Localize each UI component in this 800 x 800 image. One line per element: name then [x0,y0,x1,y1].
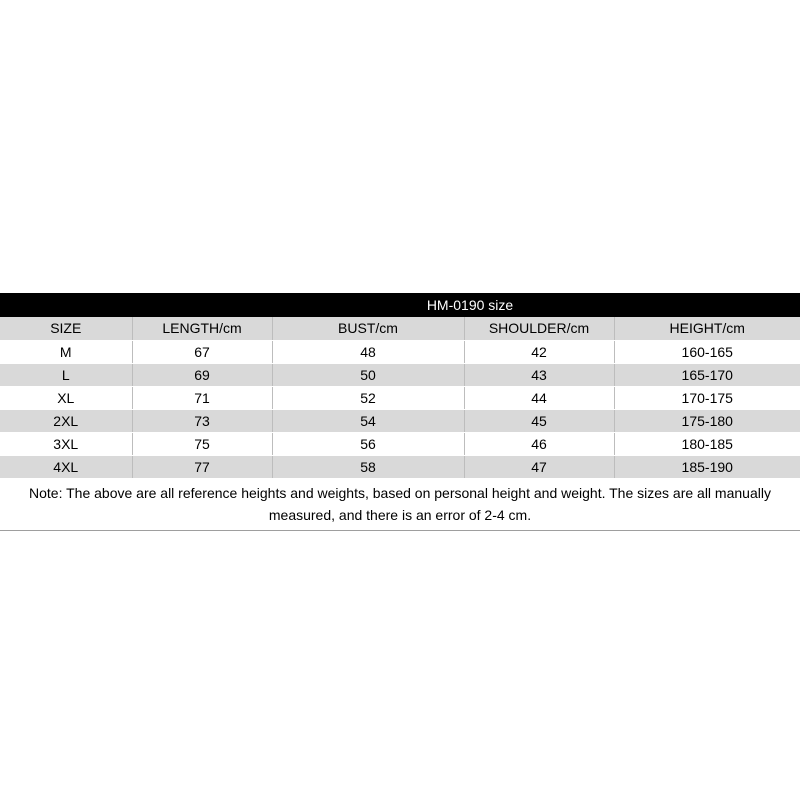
cell-height: 185-190 [614,455,800,478]
cell-shoulder: 47 [464,455,614,478]
cell-size: L [0,363,132,386]
cell-length: 73 [132,409,272,432]
cell-height: 160-165 [614,340,800,363]
cell-bust: 50 [272,363,464,386]
size-chart [0,293,800,531]
cell-size: 4XL [0,455,132,478]
cell-bust: 52 [272,386,464,409]
cell-bust: 54 [272,409,464,432]
size-table [0,317,800,479]
table-row [0,455,800,478]
cell-height: 165-170 [614,363,800,386]
table-header-row [0,317,800,340]
table-row [0,340,800,363]
column-header-shoulder: SHOULDER/cm [464,317,614,340]
cell-shoulder: 45 [464,409,614,432]
cell-bust: 48 [272,340,464,363]
cell-bust: 56 [272,432,464,455]
cell-size: 2XL [0,409,132,432]
table-row [0,432,800,455]
cell-bust: 58 [272,455,464,478]
cell-length: 75 [132,432,272,455]
column-header-bust: BUST/cm [272,317,464,340]
chart-title: HM-0190 size [0,293,800,317]
cell-height: 180-185 [614,432,800,455]
column-header-height: HEIGHT/cm [614,317,800,340]
table-row [0,409,800,432]
cell-size: XL [0,386,132,409]
cell-height: 175-180 [614,409,800,432]
cell-size: 3XL [0,432,132,455]
cell-height: 170-175 [614,386,800,409]
cell-length: 67 [132,340,272,363]
cell-length: 71 [132,386,272,409]
cell-size: M [0,340,132,363]
cell-shoulder: 43 [464,363,614,386]
measurement-note: Note: The above are all reference heights and weights, based on personal height and weight. The sizes are all manually measured, and there is an error of 2-4 cm. [0,479,800,531]
column-header-length: LENGTH/cm [132,317,272,340]
table-row [0,363,800,386]
cell-length: 77 [132,455,272,478]
cell-shoulder: 42 [464,340,614,363]
cell-length: 69 [132,363,272,386]
column-header-size: SIZE [0,317,132,340]
cell-shoulder: 44 [464,386,614,409]
table-row [0,386,800,409]
cell-shoulder: 46 [464,432,614,455]
